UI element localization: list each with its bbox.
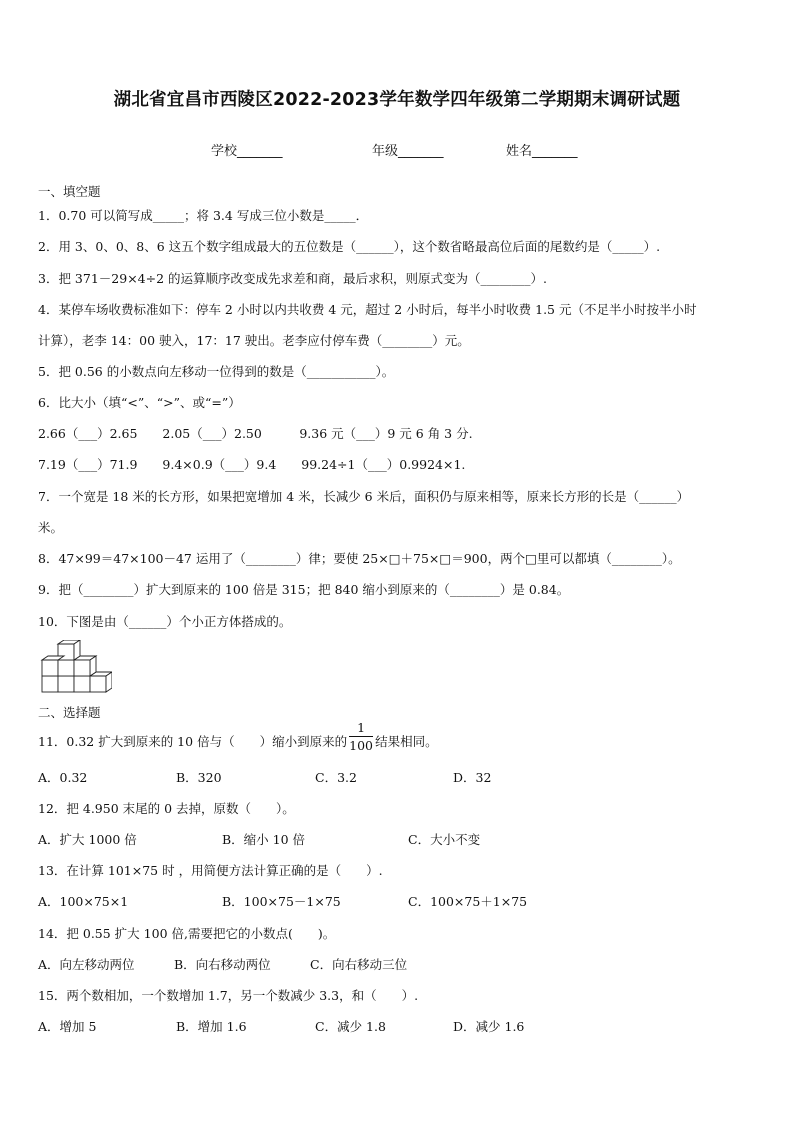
question-7-line-1: 7．一个宽是 18 米的长方形，如果把宽增加 4 米，长减少 6 米后，面积仍与原来相等，原来长方形的长是（______） bbox=[38, 489, 690, 504]
section-fill-heading: 一、填空题 bbox=[38, 184, 101, 199]
question-1: 1．0.70 可以简写成_____；将 3.4 写成三位小数是_____． bbox=[38, 208, 369, 223]
question-11-stem-after: 结果相同。 bbox=[375, 734, 438, 749]
question-13: 13．在计算 101×75 时 ，用简便方法计算正确的是（ ）. bbox=[38, 863, 383, 878]
fraction-one-hundredth bbox=[349, 720, 373, 753]
q15-option-d[interactable]: D．减少 1.6 bbox=[453, 1019, 525, 1034]
q13-option-b[interactable]: B．100×75－1×75 bbox=[222, 894, 341, 909]
fraction-numerator: 1 bbox=[357, 720, 366, 735]
question-9: 9．把（________）扩大到原来的 100 倍是 315；把 840 缩小到原来的（________）是 0.84。 bbox=[38, 582, 570, 597]
school-field[interactable]: 学校_______ bbox=[211, 144, 283, 159]
section-choice-heading: 二、选择题 bbox=[38, 705, 101, 720]
q14-option-b[interactable]: B．向右移动两位 bbox=[174, 957, 271, 972]
question-2: 2．用 3、0、0、8、6 这五个数字组成最大的五位数是（______），这个数省略最高位后面的尾数约是（_____）. bbox=[38, 239, 661, 254]
question-12: 12．把 4.950 末尾的 0 去掉，原数（ ）。 bbox=[38, 801, 295, 816]
q12-option-b[interactable]: B．缩小 10 倍 bbox=[222, 832, 306, 847]
question-6-row-1: 2.66（___）2.65 2.05（___）2.50 9.36 元（___）9 元 6 角 3 分. bbox=[38, 426, 473, 441]
q14-option-c[interactable]: C．向右移动三位 bbox=[310, 957, 408, 972]
question-4-line-2: 计算），老李 14：00 驶入，17：17 驶出。老李应付停车费（________）元。 bbox=[38, 333, 470, 348]
q11-option-b[interactable]: B．320 bbox=[176, 770, 222, 785]
question-15: 15．两个数相加，一个数增加 1.7，另一个数减少 3.3，和（ ）. bbox=[38, 988, 419, 1003]
fraction-bar bbox=[349, 736, 373, 737]
grade-field[interactable]: 年级_______ bbox=[372, 144, 444, 159]
name-field[interactable]: 姓名_______ bbox=[506, 144, 578, 159]
question-7-line-2: 米。 bbox=[38, 520, 64, 535]
q11-option-d[interactable]: D．32 bbox=[453, 770, 492, 785]
q12-option-c[interactable]: C．大小不变 bbox=[408, 832, 481, 847]
question-6: 6．比大小（填“<”、“>”、或“=”） bbox=[38, 395, 241, 410]
question-4-line-1: 4．某停车场收费标准如下：停车 2 小时以内共收费 4 元，超过 2 小时后，每半小时收费 1.5 元（不足半小时按半小时 bbox=[38, 302, 697, 317]
question-3: 3．把 371－29×4÷2 的运算顺序改变成先求差和商，最后求积，则原式变为（________）. bbox=[38, 271, 547, 286]
question-14: 14．把 0.55 扩大 100 倍,需要把它的小数点( )。 bbox=[38, 926, 336, 941]
q12-option-a[interactable]: A．扩大 1000 倍 bbox=[38, 832, 137, 847]
q13-option-c[interactable]: C．100×75＋1×75 bbox=[408, 894, 528, 909]
fraction-denominator: 100 bbox=[349, 738, 373, 753]
q15-option-a[interactable]: A．增加 5 bbox=[38, 1019, 97, 1034]
q13-option-a[interactable]: A．100×75×1 bbox=[38, 894, 129, 909]
q15-option-c[interactable]: C．减少 1.8 bbox=[315, 1019, 386, 1034]
question-8: 8．47×99＝47×100－47 运用了（________）律；要使 25×□＋75×□＝900，两个□里可以都填（________）。 bbox=[38, 551, 681, 566]
question-5: 5．把 0.56 的小数点向左移动一位得到的数是（___________）。 bbox=[38, 364, 395, 379]
q11-option-a[interactable]: A．0.32 bbox=[38, 770, 88, 785]
q15-option-b[interactable]: B．增加 1.6 bbox=[176, 1019, 247, 1034]
cube-stack-figure bbox=[40, 640, 112, 696]
q11-option-c[interactable]: C．3.2 bbox=[315, 770, 357, 785]
page-title: 湖北省宜昌市西陵区2022-2023学年数学四年级第二学期期末调研试题 bbox=[113, 90, 681, 110]
question-11 bbox=[38, 734, 347, 750]
question-11-stem: 11．0.32 扩大到原来的 10 倍与（ ）缩小到原来的 bbox=[38, 734, 348, 749]
q14-option-a[interactable]: A．向左移动两位 bbox=[38, 957, 135, 972]
question-6-row-2: 7.19（___）71.9 9.4×0.9（___）9.4 99.24÷1（___）0.9924×1. bbox=[38, 457, 466, 472]
question-10: 10．下图是由（______）个小正方体搭成的。 bbox=[38, 614, 292, 629]
